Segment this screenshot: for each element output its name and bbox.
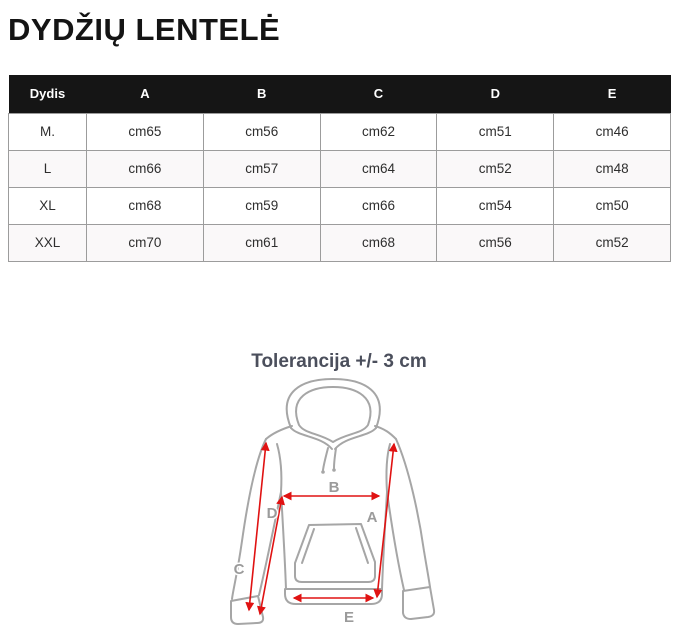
shoulder-right	[375, 426, 396, 439]
hood-opening	[296, 387, 370, 442]
header-cell-a: A	[87, 75, 204, 113]
size-table-header	[9, 75, 671, 113]
hoodie-diagram-svg	[219, 376, 459, 625]
value-cell: cm66	[320, 187, 437, 224]
cuff-left	[231, 596, 263, 624]
table-row-m	[9, 113, 671, 150]
value-cell: cm54	[437, 187, 554, 224]
table-row-xl	[9, 187, 671, 224]
value-cell: cm68	[87, 187, 204, 224]
measure-label-b: B	[328, 478, 340, 496]
measure-label-d: D	[266, 504, 278, 522]
header-cell-d: D	[437, 75, 554, 113]
value-cell: cm59	[203, 187, 320, 224]
drawstring-right	[334, 448, 336, 468]
drawstring-tip-left	[321, 470, 325, 474]
header-cell-c: C	[320, 75, 437, 113]
size-table	[8, 75, 671, 262]
value-cell: cm56	[437, 224, 554, 261]
size-cell: XL	[9, 187, 87, 224]
value-cell: cm52	[437, 150, 554, 187]
size-cell: L	[9, 150, 87, 187]
pocket-stitch-right	[356, 528, 368, 563]
value-cell: cm51	[437, 113, 554, 150]
value-cell: cm68	[320, 224, 437, 261]
measure-label-e: E	[343, 608, 355, 625]
value-cell: cm70	[87, 224, 204, 261]
size-cell: M.	[9, 113, 87, 150]
value-cell: cm57	[203, 150, 320, 187]
kangaroo-pocket	[295, 524, 375, 582]
hoodie-outline	[231, 379, 434, 624]
value-cell: cm61	[203, 224, 320, 261]
value-cell: cm52	[554, 224, 671, 261]
value-cell: cm62	[320, 113, 437, 150]
drawstring-tip-right	[332, 468, 336, 472]
hem-band	[285, 589, 382, 604]
measure-label-a: A	[366, 508, 378, 526]
drawstring-left	[323, 448, 328, 470]
value-cell: cm56	[203, 113, 320, 150]
shoulder-seam-left	[277, 444, 281, 492]
measure-arrow-c-sleeve-outer	[249, 443, 266, 610]
value-cell: cm65	[87, 113, 204, 150]
header-cell-size: Dydis	[9, 75, 87, 113]
measure-label-c: C	[233, 560, 245, 578]
tolerance-note: Tolerancija +/- 3 cm	[251, 350, 427, 372]
size-table-body	[9, 113, 671, 261]
pocket-stitch-left	[302, 529, 314, 563]
cuff-right	[403, 587, 434, 619]
header-row	[9, 75, 671, 113]
sleeve-right-inner	[387, 492, 404, 590]
size-cell: XXL	[9, 224, 87, 261]
sleeve-right-outer	[396, 439, 430, 587]
shoulder-left	[266, 426, 292, 439]
header-cell-b: B	[203, 75, 320, 113]
header-cell-e: E	[554, 75, 671, 113]
hoodie-measurement-diagram	[219, 376, 459, 625]
page-title: DYDŽIŲ LENTELĖ	[8, 12, 281, 47]
value-cell: cm66	[87, 150, 204, 187]
torso-left	[281, 492, 286, 589]
table-row-l	[9, 150, 671, 187]
value-cell: cm64	[320, 150, 437, 187]
value-cell: cm46	[554, 113, 671, 150]
value-cell: cm48	[554, 150, 671, 187]
table-row-xxl	[9, 224, 671, 261]
value-cell: cm50	[554, 187, 671, 224]
